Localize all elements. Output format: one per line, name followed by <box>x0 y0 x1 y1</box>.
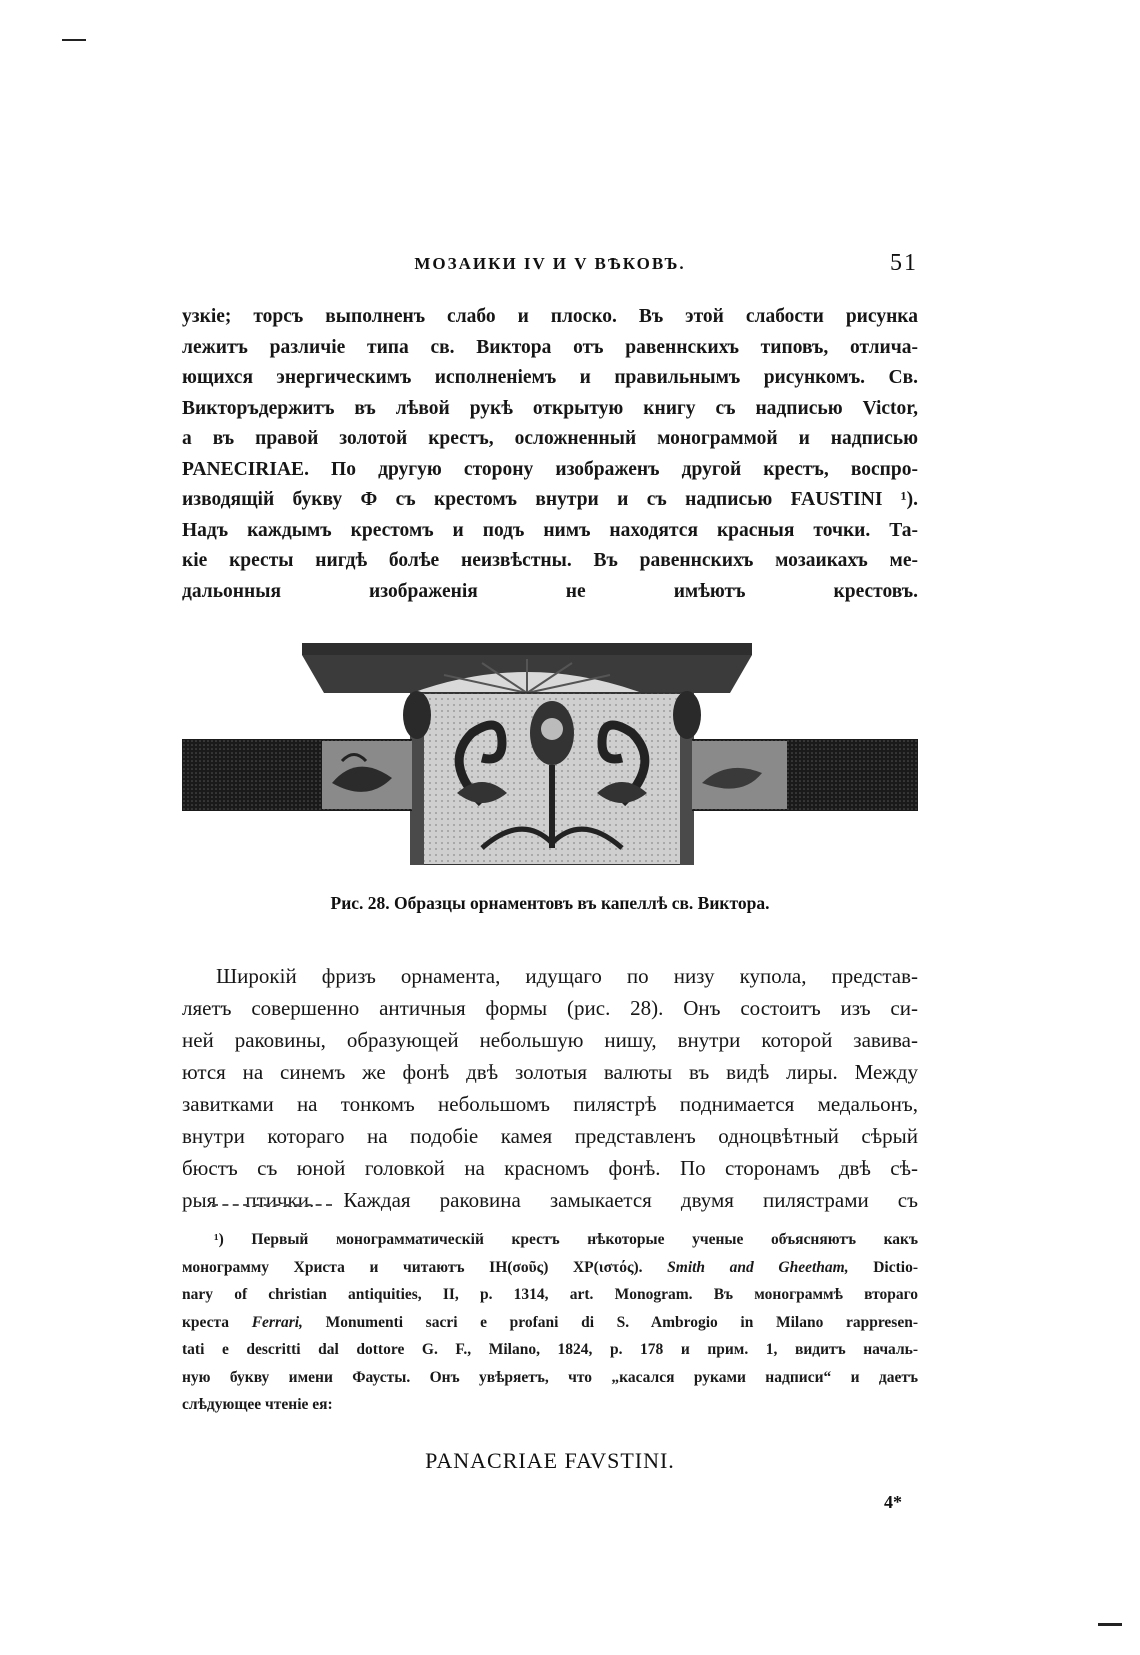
footnote-line: Dictio- <box>873 1258 918 1276</box>
footnote-line: Monumenti sacri e profani di S. Ambrogio in Milano rappresen- <box>325 1313 918 1331</box>
text-line: Широкій фризъ орнамента, идущаго по низу купола, представ- <box>216 964 918 988</box>
text-line: узкіе; торсъ выполненъ слабо и плоско. Въ этой слабости рисунка <box>182 306 918 327</box>
footnote-line: ную букву имени Фаусты. Онъ увѣряетъ, что „касался руками надписи“ и даетъ <box>182 1368 918 1386</box>
footnote-line: монограмму Христа и читаютъ ΙΗ(σοῦς) ΧΡ(ιστός). <box>182 1258 643 1276</box>
text-line: ляетъ совершенно античныя формы (рис. 28). Онъ состоитъ изъ си- <box>182 996 918 1020</box>
running-title: МОЗАИКИ IV И V ВѢКОВЪ. <box>414 254 686 273</box>
footnote-reference: Smith and Gheetham, <box>667 1258 849 1276</box>
text-line: PANECIRIAE. По другую сторону изображенъ другой крестъ, воспро- <box>182 458 918 480</box>
text-line: внутри котораго на подобіе камея представленъ одноцвѣтный сѣрый <box>182 1124 918 1148</box>
paragraph-1 <box>182 302 918 607</box>
text-line: Надъ каждымъ крестомъ и подъ нимъ находятся красныя точки. Та- <box>182 519 918 541</box>
text-line: Викторъдержитъ въ лѣвой рукѣ открытую книгу съ надписью Victor, <box>182 397 918 419</box>
text-line: ющихся энергическимъ исполненіемъ и правильнымъ рисункомъ. Св. <box>182 367 918 388</box>
page-number: 51 <box>890 250 918 276</box>
text-line: кіе кресты нигдѣ болѣе неизвѣстны. Въ равеннскихъ мозаикахъ ме- <box>182 550 918 571</box>
text-line: бюстъ съ юной головкой на красномъ фонѣ. По сторонамъ двѣ сѣ- <box>182 1156 918 1180</box>
text-line: лежитъ различіе типа св. Виктора отъ равеннскихъ типовъ, отлича- <box>182 336 918 358</box>
left-pilaster-medallion <box>403 691 431 739</box>
text-line: а въ правой золотой крестъ, осложненный монограммой и надписью <box>182 428 918 449</box>
text-line: ней раковины, образующей небольшую нишу, внутри которой завива- <box>182 1028 918 1052</box>
footnote-reference: Ferrari, <box>251 1313 303 1331</box>
figure-caption: Рис. 28. Образцы орнаментовъ въ капеллѣ св. Виктора. <box>330 893 770 913</box>
text-line: рыя птички. Каждая раковина замыкается двумя пилястрами съ <box>182 1188 918 1212</box>
footnote-line: nary of christian antiquities, II, p. 1314, art. Monogram. Въ монограммѣ втораго <box>182 1286 918 1303</box>
paragraph-2 <box>182 960 918 1216</box>
signature-mark: 4* <box>884 1492 902 1512</box>
scan-mark-top-left <box>62 39 86 41</box>
footnote-line: креста <box>182 1313 230 1331</box>
text-line: дальонныя изображенія не имѣютъ крестовъ. <box>182 580 918 602</box>
ornament-illustration <box>182 643 918 865</box>
footnote-line: tati e descritti dal dottore G. F., Milano, 1824, p. 178 и прим. 1, видитъ началь- <box>182 1341 918 1358</box>
footnote-line: ¹) Первый монограмматическій крестъ нѣкоторые ученые объясняютъ какъ <box>214 1231 918 1248</box>
scan-mark-bottom-right <box>1098 1623 1122 1626</box>
footnote-line: слѣдующее чтеніе ея: <box>182 1396 333 1413</box>
text-line: ются на синемъ же фонѣ двѣ золотыя валюты въ видѣ лиры. Между <box>182 1060 918 1084</box>
footnote-separator <box>212 1204 332 1206</box>
footnote <box>182 1226 918 1419</box>
cornice-band <box>302 643 752 655</box>
text-line: изводящій букву Ф съ крестомъ внутри и съ надписью FAUSTINI ¹). <box>182 489 918 510</box>
figure-ornament <box>182 643 918 865</box>
right-pilaster-medallion <box>673 691 701 739</box>
footnote-inscription: PANACRIAE FAVSTINI. <box>425 1448 675 1473</box>
page-header <box>182 250 918 284</box>
text-line: завитками на тонкомъ небольшомъ пилястрѣ поднимается медальонъ, <box>182 1092 918 1116</box>
